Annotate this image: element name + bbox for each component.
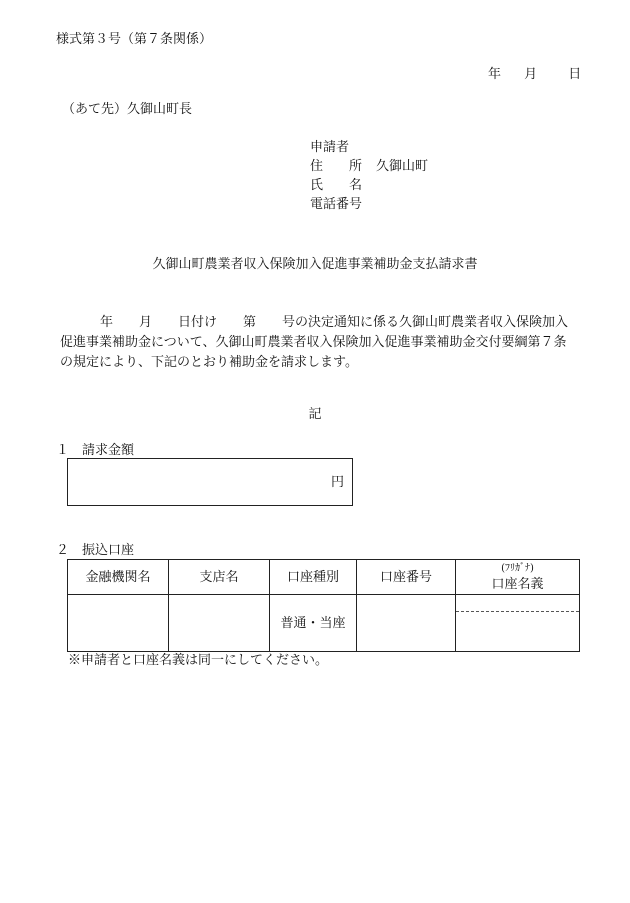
header-branch-name: 支店名 [169,560,270,595]
form-number: 様式第３号（第７条関係） [56,32,213,47]
section-1-label: １ 請求金額 [56,443,135,458]
header-account-holder [456,560,580,595]
address-label: 住 所 [310,159,363,174]
applicant-phone-row [310,195,428,214]
account-holder-cell[interactable] [456,595,580,652]
kana-divider [456,611,579,612]
applicant-block [310,138,428,214]
phone-label: 電話番号 [310,197,363,212]
date-year: 年 [488,67,502,82]
yen-unit: 円 [330,475,344,490]
applicant-name-row [310,176,428,195]
ki-heading: 記 [308,407,322,422]
table-value-row [68,595,580,652]
header-account-holder-label: 口座名義 [491,576,544,592]
addressee: （あて先）久御山町長 [62,102,193,117]
branch-name-cell[interactable] [169,595,270,652]
bank-account-table [67,559,580,652]
header-account-number: 口座番号 [357,560,456,595]
header-account-type: 口座種別 [270,560,357,595]
body-line-3: の規定により、下記のとおり補助金を請求します。 [60,355,358,370]
header-kana: (ﾌﾘｶﾞﾅ) [501,562,534,574]
name-label: 氏 名 [310,178,363,193]
date-month: 月 [524,67,538,82]
address-value: 久御山町 [376,159,429,174]
account-type-cell[interactable]: 普通・当座 [270,595,357,652]
note-text: ※申請者と口座名義は同一にしてください。 [68,653,329,668]
table-header-row [68,560,580,595]
date-line [488,68,581,81]
bank-name-cell[interactable] [68,595,169,652]
date-day: 日 [568,67,582,82]
document-title: 久御山町農業者収入保険加入促進事業補助金支払請求書 [152,257,478,272]
applicant-address-row [310,157,428,176]
body-line-2: 促進事業補助金について、久御山町農業者収入保険加入促進事業補助金交付要綱第７条 [60,335,567,350]
section-2-label: ２ 振込口座 [56,543,135,558]
amount-field[interactable] [67,458,353,506]
header-bank-name: 金融機関名 [68,560,169,595]
applicant-heading: 申請者 [310,140,350,155]
body-line-1: 年 月 日付け 第 号の決定通知に係る久御山町農業者収入保険加入 [100,315,569,330]
account-number-cell[interactable] [357,595,456,652]
account-holder-split [456,595,579,651]
body-text [60,313,588,373]
